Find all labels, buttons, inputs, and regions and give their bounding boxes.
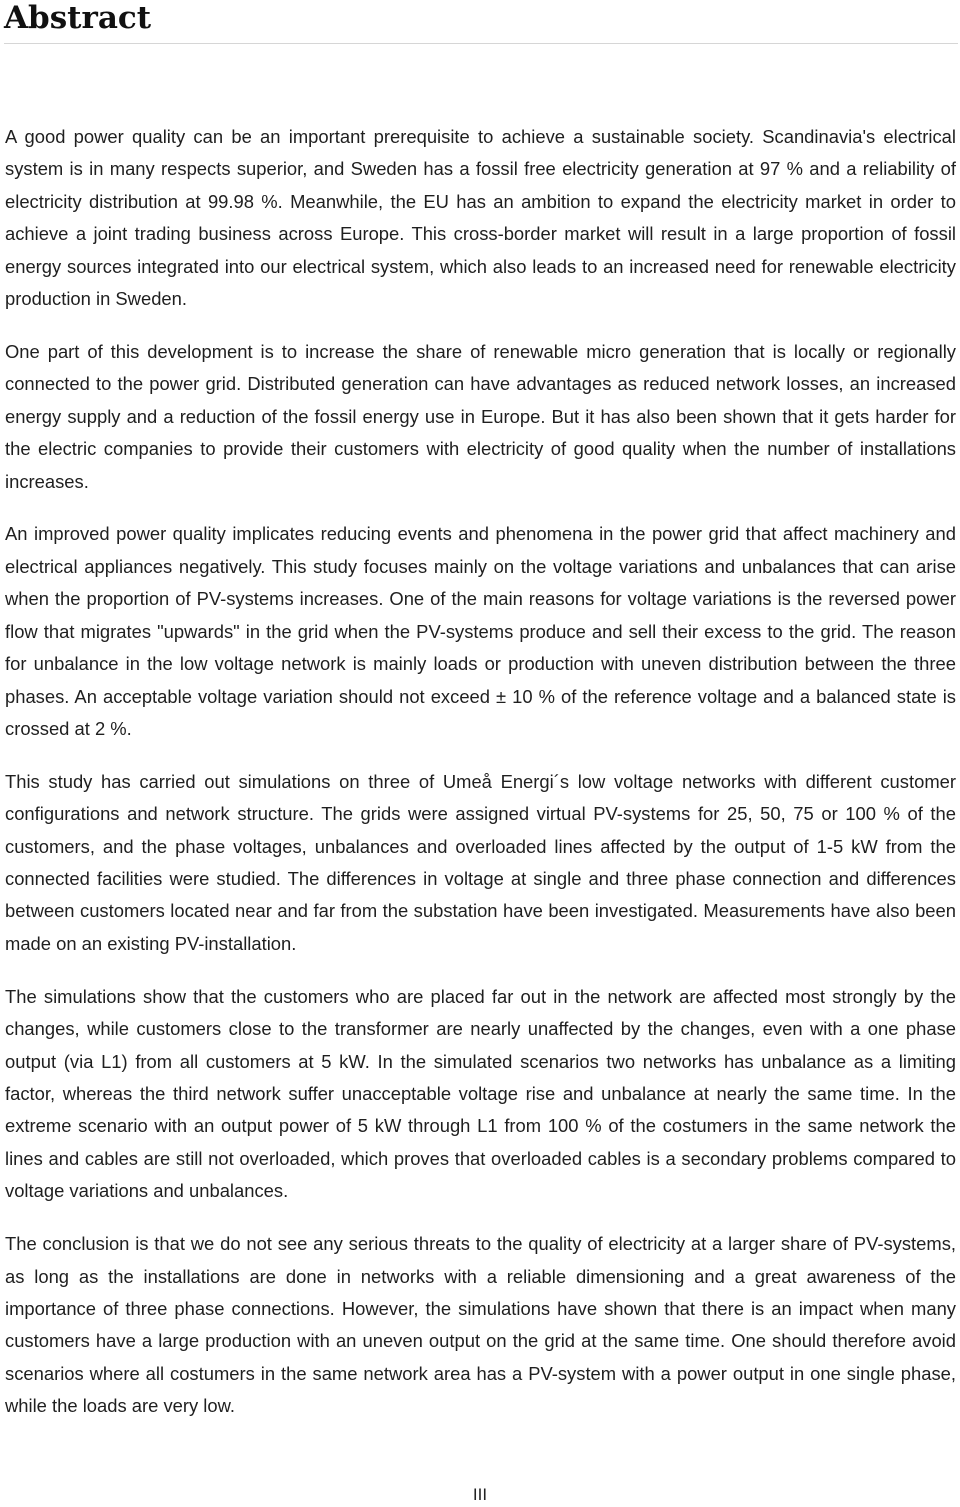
section-heading: Abstract — [4, 0, 152, 36]
page-number: III — [472, 1485, 488, 1504]
paragraph-3: An improved power quality implicates reducing events and phenomena in the power grid that affect machinery and electrical appliances negatively. This study focuses mainly on the voltage variations and unbalances that can arise when the proportion of PV-systems increases. One of the main reasons for voltage variations is the reversed power flow that migrates "upwards" in the grid when the PV-systems produce and sell their excess to the grid. The reason for unbalance in the low voltage network is mainly loads or production with uneven distribution between the three phases. An acceptable voltage variation should not exceed ± 10 % of the reference voltage and a balanced state is crossed at 2 %. — [5, 523, 956, 739]
paragraph-5: The simulations show that the customers who are placed far out in the network are affected most strongly by the changes, while customers close to the transformer are nearly unaffected by the changes, even with a one phase output (via L1) from all customers at 5 kW. In the simulated scenarios two networks has unbalance as a limiting factor, whereas the third network suffer unacceptable voltage rise and unbalance at nearly the same time. In the extreme scenario with an output power of 5 kW through L1 from 100 % of the costumers in the same network the lines and cables are still not overloaded, which proves that overloaded cables is a secondary problems compared to voltage variations and unbalances. — [5, 985, 956, 1202]
paragraph-4: This study has carried out simulations on three of Umeå Energi´s low voltage networks with different customer configurations and network structure. The grids were assigned virtual PV-systems for 25, 50, 75 or 100 % of the customers, and the phase voltages, unbalances and overloaded lines affected by the output of 1-5 kW from the connected facilities were studied. The differences in voltage at single and three phase connection and differences between customers located near and far from the substation have been investigated. Measurements have also been made on an existing PV-installation. — [5, 770, 956, 954]
abstract-body — [5, 121, 956, 1423]
heading-divider — [4, 43, 958, 44]
paragraph-6: The conclusion is that we do not see any serious threats to the quality of electricity at a larger share of PV-systems, as long as the installations are done in networks with a reliable dimensioning and a great awareness of the importance of three phase connections. However, the simulations have shown that there is an impact when many customers have a large production with an uneven output on the grid at the same time. One should therefore avoid scenarios where all costumers in the same network area has a PV-system with a power output in one single phase, while the loads are very low. — [5, 1233, 956, 1417]
paragraph-2: One part of this development is to increase the share of renewable micro generation that is locally or regionally connected to the power grid. Distributed generation can have advantages as reduced network losses, an increased energy supply and a reduction of the fossil energy use in Europe. But it has also been shown that it gets harder for the electric companies to provide their customers with electricity of good quality when the number of installations increases. — [5, 340, 956, 492]
paragraph-1: A good power quality can be an important prerequisite to achieve a sustainable society. Scandinavia's electrical system is in many respects superior, and Sweden has a fossil free electricity generation at 97 % and a reliability of electricity distribution at 99.98 %. Meanwhile, the EU has an ambition to expand the electricity market in order to achieve a joint trading business across Europe. This cross-border market will result in a large proportion of fossil energy sources integrated into our electrical system, which also leads to an increased need for renewable electricity production in Sweden. — [5, 126, 956, 310]
